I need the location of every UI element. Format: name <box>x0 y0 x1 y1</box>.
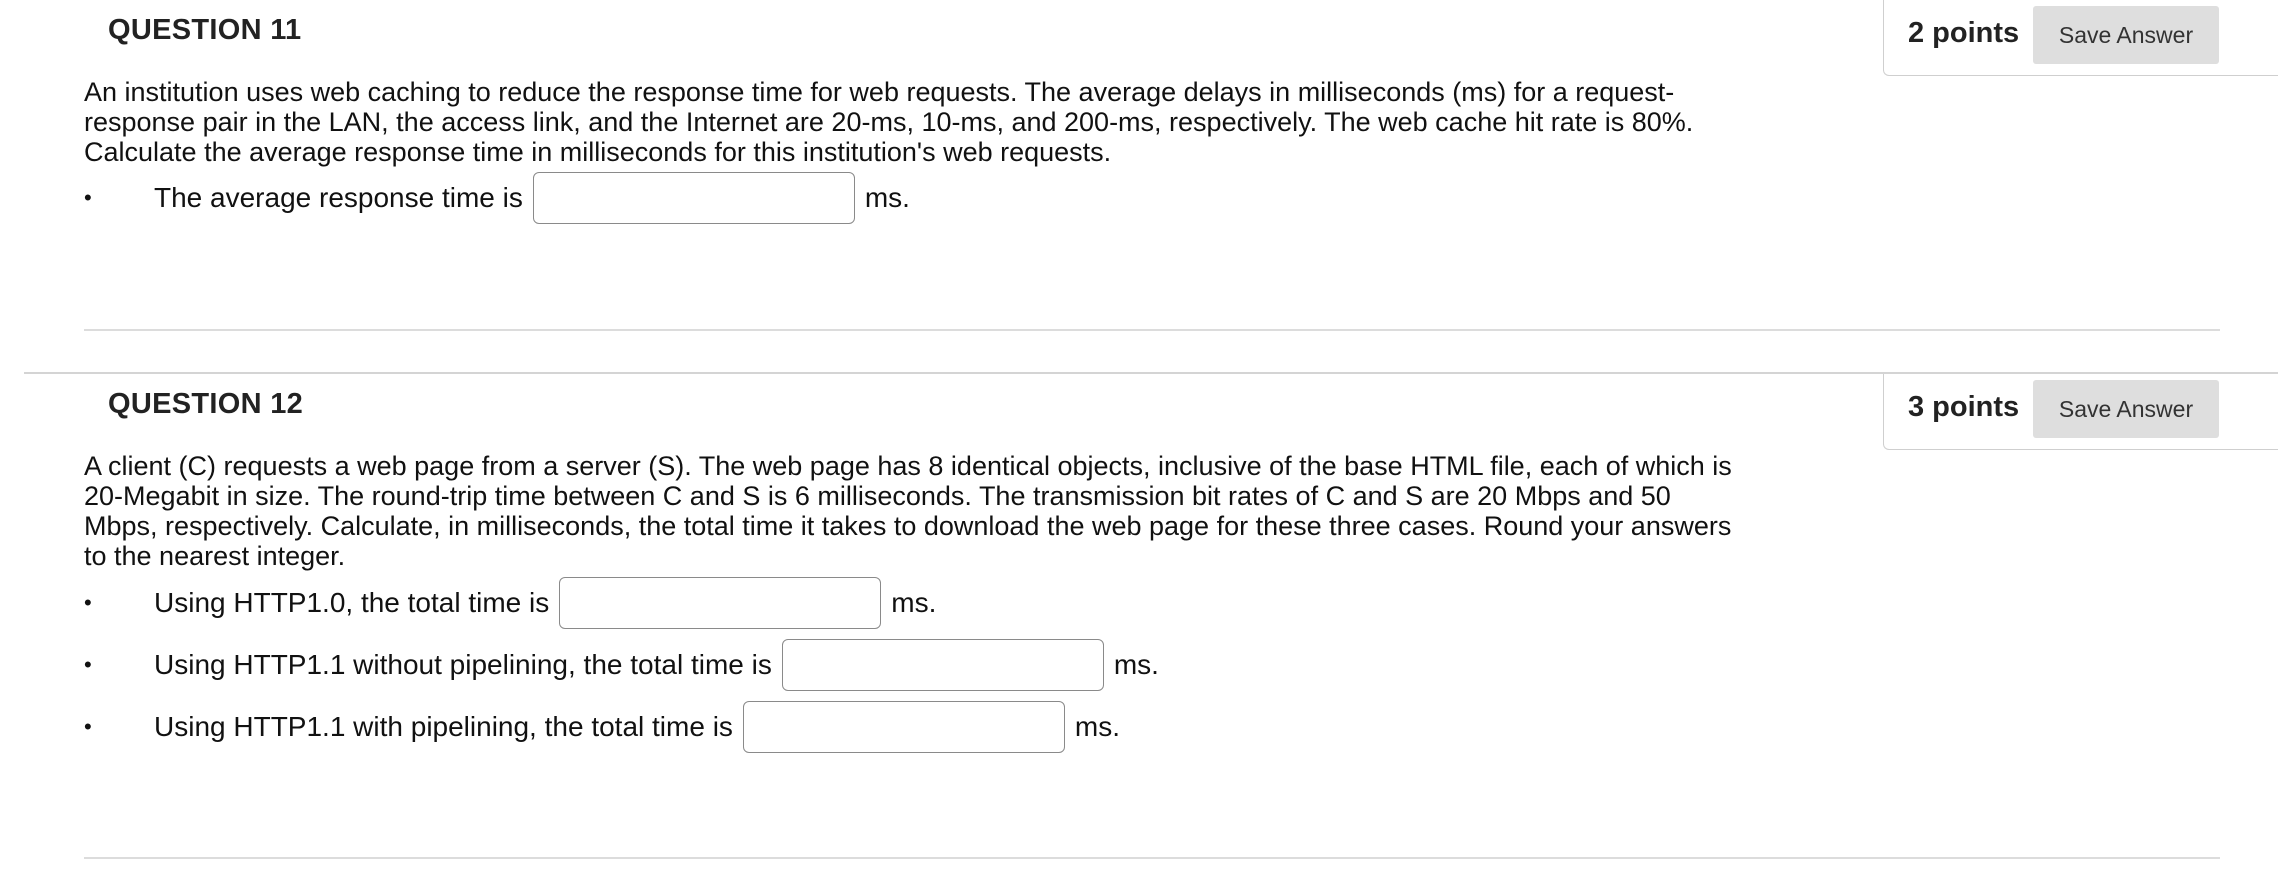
answer-row <box>84 171 910 225</box>
points-panel <box>1883 374 2278 450</box>
answer-input[interactable] <box>782 639 1104 691</box>
answer-row <box>84 638 1159 692</box>
bullet-icon: • <box>84 652 92 677</box>
unit-label: ms. <box>1113 649 1159 680</box>
divider <box>84 857 2220 859</box>
bullet-icon: • <box>84 714 92 739</box>
save-answer-button[interactable]: Save Answer <box>2033 6 2219 64</box>
bullet-icon: • <box>84 185 92 210</box>
points-panel <box>1883 0 2278 76</box>
question-title: QUESTION 11 <box>108 14 302 46</box>
answer-row <box>84 576 936 630</box>
points-label: 2 points <box>1908 17 2020 49</box>
unit-label: ms. <box>1074 711 1121 742</box>
answer-input[interactable] <box>533 172 855 224</box>
question-text: A client (C) requests a web page from a server (S). The web page has 8 identical objects, inclusive of the base HTML file, each of which is 20-Megabit in size. The round-trip time between C and S is 6 milliseconds. The transmission bit rates of C and S are 20 Mbps and 50 Mbps, respectively. Calculate, in milliseconds, the total time it takes to download the web page for these three cases. Round your answers to the nearest integer. <box>84 451 1732 571</box>
answer-prompt: The average response time is <box>154 182 523 213</box>
answer-prompt: Using HTTP1.1 with pipelining, the total time is <box>154 711 733 742</box>
answer-prompt: Using HTTP1.0, the total time is <box>154 587 550 618</box>
unit-label: ms. <box>864 182 910 213</box>
divider <box>84 329 2220 331</box>
question-title: QUESTION 12 <box>108 388 304 420</box>
question-text: An institution uses web caching to reduce the response time for web requests. The average delays in milliseconds (ms) for a request-response pair in the LAN, the access link, and the Internet are 20-ms, 10-ms, and 200-ms, respectively. The web cache hit rate is 80%. Calculate the average response time in milliseconds for this institution's web requests. <box>84 77 1694 167</box>
points-label: 3 points <box>1908 391 2020 423</box>
answer-input[interactable] <box>559 577 881 629</box>
answer-prompt: Using HTTP1.1 without pipelining, the total time is <box>154 649 772 680</box>
unit-label: ms. <box>891 587 937 618</box>
answer-input[interactable] <box>743 701 1065 753</box>
answer-row <box>84 700 1120 754</box>
save-answer-button[interactable]: Save Answer <box>2033 380 2219 438</box>
bullet-icon: • <box>84 590 92 615</box>
